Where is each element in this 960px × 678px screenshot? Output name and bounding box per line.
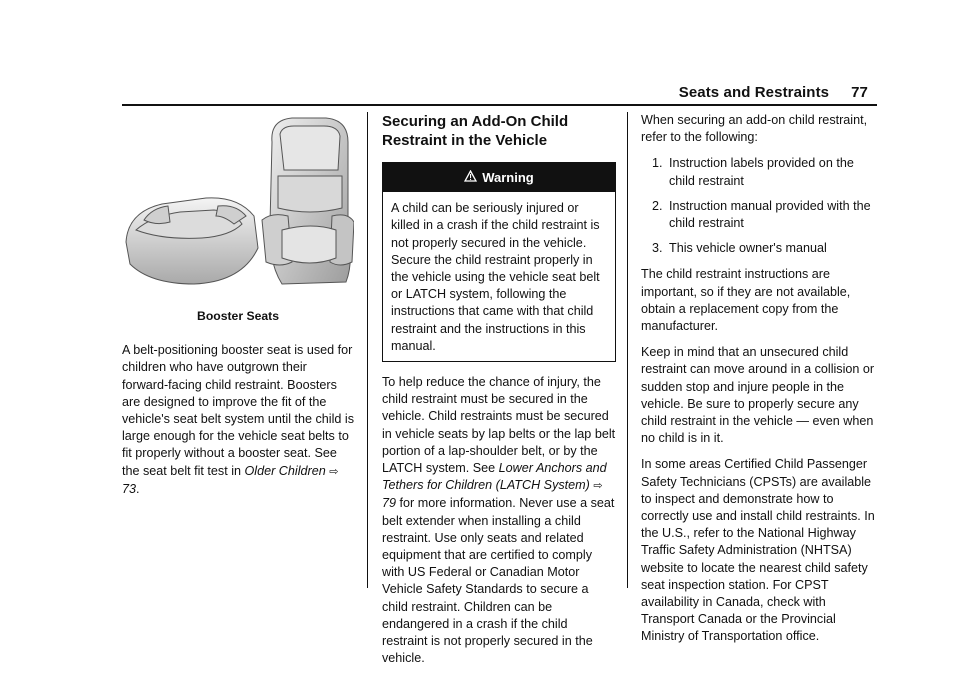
unsecured-paragraph: Keep in mind that an unsecured child restraint can move around in a collision or sudden stop and injure people in the vehicle. Be sure to properly secure any child restraint in the vehicle — even when no child is in it. — [641, 345, 875, 446]
securing-paragraph — [382, 374, 616, 667]
instructions-paragraph: The child restraint instructions are important, so if they are not available, obtain a replacement copy from the manufacturer. — [641, 267, 851, 334]
list-number: 3. — [652, 241, 663, 256]
warning-triangle-icon — [464, 170, 477, 187]
column-3 — [641, 112, 877, 655]
cpst-paragraph: In some areas Certified Child Passenger Safety Technicians (CPSTs) are available to inspect and demonstrate how to correctly use and install child restraints. In the U.S., refer to the National Highway Traffic Safety Administration (NHTSA) website to locate the nearest child safety seat inspection station. For CPST availability in Canada, check with Transport Canada or the Provincial Ministry of Transportation office. — [641, 457, 875, 644]
paragraph-text: To help reduce the chance of injury, the child restraint must be secured in the vehicle. Child restraints must be secured in vehicle seats by lap belts or the lap belt portion of a lap-shoulder belt, or by the LATCH system. See — [382, 375, 616, 476]
warning-text: A child can be seriously injured or killed in a crash if the child restraint is not properly secured in the vehicle. Secure the child restraint properly in the vehicle using the vehicle seat belt or LATCH system, following the instructions that came with that child restraint and the instructions in this manual. — [391, 201, 600, 353]
paragraph-text: A belt-positioning booster seat is used for children who have outgrown their forward-facing child restraint. Boosters are designed to improve the fit of the vehicle's seat belt system until the child is large enough for the vehicle seat belts to fit properly without a booster seat. See the seat belt fit test in — [122, 343, 354, 478]
list-text: Instruction manual provided with the child restraint — [669, 198, 871, 231]
column-divider — [627, 112, 628, 588]
older-children-link[interactable]: Older Children — [244, 463, 326, 478]
page-number: 77 — [851, 84, 868, 101]
list-item — [641, 240, 877, 257]
list-item — [641, 155, 877, 189]
list-item — [641, 198, 877, 232]
booster-paragraph — [122, 342, 354, 498]
header-rule — [122, 104, 877, 106]
list-number: 1. — [652, 156, 663, 171]
paragraph-text: for more information. Never use a seat belt extender when installing a child restraint. Use only seats and related equipment that are certified to comply with US Federal or Canadian Motor Vehicle Safety Standards to secure a child restraint. Children can be endangered in a crash if the child restraint is not properly secured in the vehicle. — [382, 496, 615, 666]
booster-seats-figure — [122, 112, 354, 302]
column-1 — [122, 112, 354, 507]
high-back-booster-icon — [262, 118, 354, 284]
figure-caption: Booster Seats — [197, 309, 279, 323]
intro-paragraph: When securing an add-on child restraint, refer to the following: — [641, 113, 868, 145]
warning-header — [383, 163, 615, 192]
section-heading: Securing an Add-On Child Restraint in the Vehicle — [382, 113, 569, 149]
page-ref-arrow-icon: ⇨ — [593, 480, 603, 493]
page-ref-arrow-icon: ⇨ — [329, 465, 339, 478]
latch-system-link[interactable]: Lower Anchors and Tethers for Children (LATCH System) — [382, 461, 607, 493]
page-ref-number[interactable]: 73 — [122, 481, 137, 496]
column-2 — [382, 112, 616, 676]
backless-booster-icon — [126, 198, 258, 284]
page-ref-number[interactable]: 79 — [382, 496, 397, 511]
period: . — [136, 481, 140, 496]
warning-title: Warning — [482, 170, 534, 185]
warning-body — [383, 192, 615, 361]
section-title: Seats and Restraints — [678, 84, 830, 101]
list-text: Instruction labels provided on the child restraint — [669, 156, 854, 188]
column-divider — [367, 112, 368, 588]
warning-box — [382, 162, 616, 362]
booster-seats-illustration — [122, 112, 354, 302]
list-text: This vehicle owner's manual — [669, 241, 827, 256]
instruction-list — [641, 155, 877, 257]
page-header — [679, 84, 868, 101]
list-number: 2. — [652, 198, 663, 213]
